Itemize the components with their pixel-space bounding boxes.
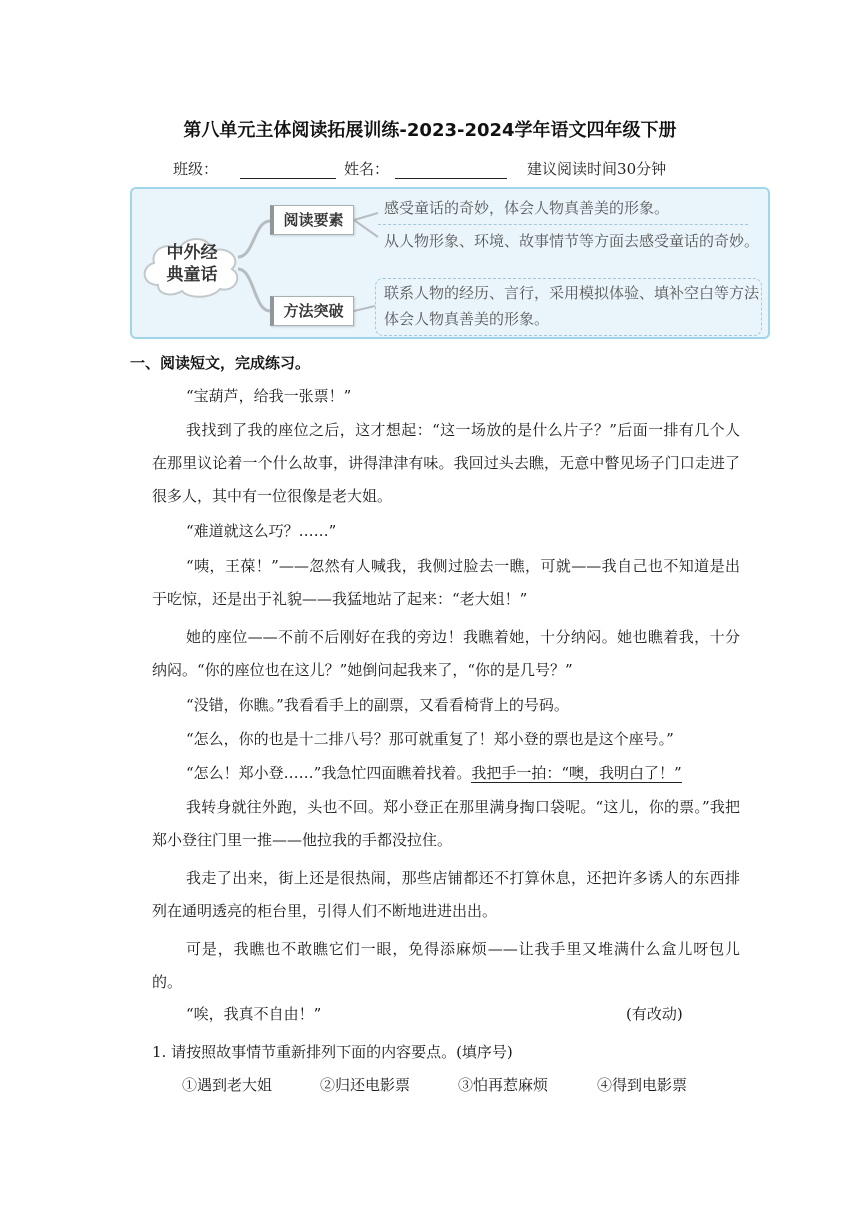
method-text: 联系人物的经历、言行，采用模拟体验、填补空白等方法体会人物真善美的形象。: [384, 284, 760, 328]
class-blank[interactable]: [240, 162, 336, 179]
passage-paragraph: 我走了出来，街上还是很热闹，那些店铺都还不打算休息，还把许多诱人的东西排列在通明透亮的柜台里，引得人们不断地进进出出。: [152, 869, 740, 920]
passage-paragraph: 我转身就往外跑，头也不回。郑小登正在那里满身掏口袋呢。“这儿，你的票。”我把郑小登往门里一推——他拉我的手都没拉住。: [152, 798, 740, 849]
class-label: 班级：: [173, 160, 219, 178]
option-item: ②归还电影票: [320, 1076, 411, 1094]
passage-paragraph: “没错，你瞧。”我看看手上的副票，又看看椅背上的号码。: [186, 696, 569, 714]
center-topic: [146, 242, 238, 286]
tag-reading-elements: 阅读要素: [270, 205, 354, 235]
passage-paragraph: 她的座位——不前不后刚好在我的旁边！我瞧着她，十分纳闷。她也瞧着我，十分纳闷。“你的座位也在这儿？”她倒问起我来了，“你的是几号？”: [152, 628, 740, 679]
passage-paragraph: “咦，王葆！”——忽然有人喊我，我侧过脸去一瞧，可就——我自己也不知道是出于吃惊，还是出于礼貌——我猛地站了起来：“老大姐！”: [152, 557, 740, 608]
option-item: ①遇到老大姐: [182, 1076, 273, 1094]
passage-paragraph: “难道就这么巧？……”: [186, 522, 337, 540]
passage-text: “怎么！郑小登……”我急忙四面瞧着找着。: [186, 764, 472, 782]
element-text-1: 感受童话的奇妙，体会人物真善美的形象。: [384, 199, 670, 217]
passage-paragraph: “唉，我真不自由！”: [186, 1005, 322, 1023]
name-blank[interactable]: [395, 162, 507, 179]
source-note: (有改动): [626, 1005, 683, 1023]
student-info-line: [173, 158, 666, 179]
passage-paragraph: [152, 757, 740, 790]
section-heading: 一、阅读短文，完成练习。: [130, 354, 311, 372]
passage-paragraph: 我找到了我的座位之后，这才想起：“这一场放的是什么片子？”后面一排有几个人在那里议论着一个什么故事，讲得津津有味。我回过头去瞧，无意中瞥见场子门口走进了很多人，其中有一位很像是老大姐。: [152, 421, 740, 505]
wavy-underlined-sentence: 可是，我瞧也不敢瞧它们一眼，免得添麻烦——让我手里又堆满什么盒儿呀包儿的。: [152, 940, 740, 991]
center-topic-line: 典童话: [166, 265, 218, 285]
question-1: 1. 请按照故事情节重新排列下面的内容要点。(填序号): [152, 1043, 513, 1061]
passage-paragraph: “宝葫芦，给我一张票！”: [186, 387, 352, 405]
mindmap-panel: [130, 187, 770, 339]
page-title: 第八单元主体阅读拓展训练-2023-2024学年语文四年级下册: [183, 120, 677, 141]
option-item: ③怕再惹麻烦: [458, 1076, 549, 1094]
passage-paragraph: [152, 933, 740, 999]
name-label: 姓名：: [344, 160, 390, 178]
tag-method: 方法突破: [270, 296, 354, 326]
center-topic-line: 中外经: [166, 243, 218, 263]
time-note: 建议阅读时间30分钟: [527, 160, 667, 178]
passage-paragraph: “怎么，你的也是十二排八号？那可就重复了！郑小登的票也是这个座号。”: [186, 730, 674, 748]
underlined-sentence: 我把手一拍：“噢，我明白了！”: [471, 764, 682, 782]
element-text-2: 从人物形象、环境、故事情节等方面去感受童话的奇妙。: [384, 232, 760, 250]
option-item: ④得到电影票: [597, 1076, 688, 1094]
